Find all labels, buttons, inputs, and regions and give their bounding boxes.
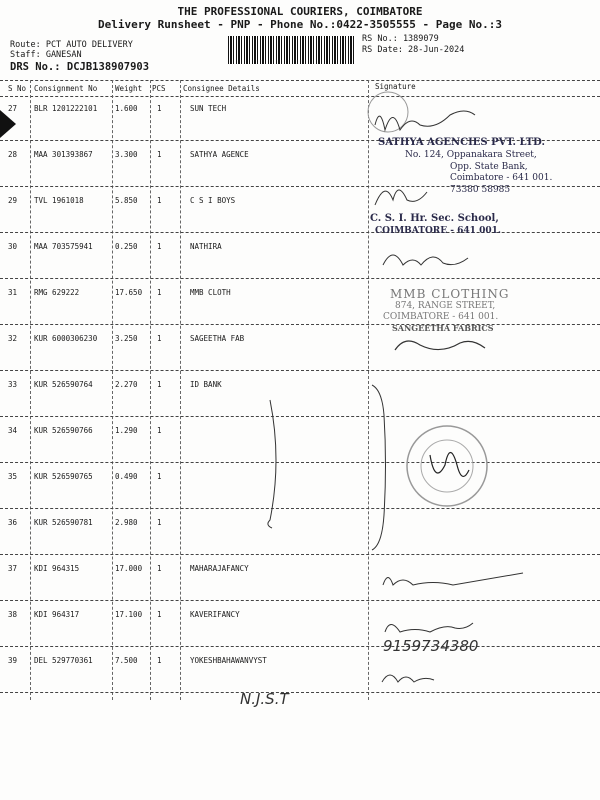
row-sno: 33 (8, 380, 18, 389)
pcs-value: 1 (157, 104, 162, 113)
consignee-name: SUN TECH (190, 104, 227, 113)
signature-row30 (383, 255, 468, 265)
runsheet-subtitle: Delivery Runsheet - PNP - Phone No.:0422-3505555 - Page No.:3 (98, 18, 502, 31)
consignment-no: KUR 526590764 (34, 380, 93, 389)
weight-value: 2.980 (115, 518, 138, 527)
consignee-name: KAVERIFANCY (190, 610, 240, 619)
signature-row37 (383, 573, 523, 585)
consignment-no: KUR 526590765 (34, 472, 93, 481)
stamp-sathya-name: SATHYA AGENCIES PVT. LTD. (378, 137, 545, 148)
weight-value: 1.290 (115, 426, 138, 435)
signature-row32 (395, 341, 485, 350)
stamp-sathya-city: Coimbatore - 641 001. (450, 173, 553, 183)
weight-value: 17.000 (115, 564, 143, 573)
weight-value: 3.250 (115, 334, 138, 343)
drs-number: DRS No.: DCJB138907903 (10, 61, 150, 73)
signature-seal (430, 453, 469, 477)
consignee-name: NATHIRA (190, 242, 222, 251)
stamp-sathya-addr: Opp. State Bank, (450, 162, 528, 172)
pcs-value: 1 (157, 150, 162, 159)
consignee-name: SATHYA AGENCE (190, 150, 249, 159)
consignment-no: KUR 526590766 (34, 426, 93, 435)
handwritten-note: N.J.S.T (240, 690, 289, 708)
row-sno: 35 (8, 472, 18, 481)
pcs-value: 1 (157, 196, 162, 205)
stamp-mmb-addr: 874, RANGE STREET, (395, 301, 496, 311)
col-header-sno: S No (8, 84, 27, 93)
stamp-mmb-city: COIMBATORE - 641 001. (383, 312, 499, 322)
pcs-value: 1 (157, 288, 162, 297)
pcs-value: 1 (157, 380, 162, 389)
weight-value: 3.300 (115, 150, 138, 159)
weight-value: 17.650 (115, 288, 143, 297)
consignee-name: MMB CLOTH (190, 288, 231, 297)
pcs-value: 1 (157, 610, 162, 619)
row-sno: 32 (8, 334, 18, 343)
rs-date: RS Date: 28-Jun-2024 (362, 45, 465, 55)
bracket-left (268, 400, 276, 528)
col-header-weight: Weight (115, 84, 143, 93)
consignment-no: RMG 629222 (34, 288, 80, 297)
stamp-csi-city: COIMBATORE - 641 001. (375, 226, 501, 236)
stamp-sathya-addr: No. 124, Oppanakara Street, (405, 150, 537, 160)
weight-value: 2.270 (115, 380, 138, 389)
col-header-consignee: Consignee Details (183, 84, 260, 93)
stamp-sangeetha: SANGEETHA FABRICS (392, 323, 494, 333)
staff-label: Staff: GANESAN (10, 50, 82, 60)
pcs-value: 1 (157, 564, 162, 573)
handwritten-phone: 9159734380 (383, 637, 479, 655)
row-sno: 28 (8, 150, 18, 159)
row-sno: 39 (8, 656, 18, 665)
consignment-no: KUR 526590781 (34, 518, 93, 527)
row-sno: 31 (8, 288, 18, 297)
consignee-name: ID BANK (190, 380, 222, 389)
signature-row27 (375, 111, 475, 130)
weight-value: 17.100 (115, 610, 143, 619)
pcs-value: 1 (157, 472, 162, 481)
pcs-value: 1 (157, 656, 162, 665)
row-sno: 29 (8, 196, 18, 205)
signature-row39 (382, 675, 434, 682)
weight-value: 5.850 (115, 196, 138, 205)
stamp-circle (368, 92, 408, 132)
pcs-value: 1 (157, 426, 162, 435)
col-header-signature: Signature (375, 82, 416, 91)
stamp-sathya-phone: 73380 58985 (450, 185, 511, 195)
weight-value: 1.600 (115, 104, 138, 113)
consignment-no: MAA 301393867 (34, 150, 93, 159)
consignment-no: KUR 6000306230 (34, 334, 98, 343)
consignment-no: MAA 703575941 (34, 242, 93, 251)
consignee-name: YOKESHBAHAWANVYST (190, 656, 267, 665)
seal-circle (407, 426, 487, 506)
weight-value: 7.500 (115, 656, 138, 665)
route-label: Route: PCT AUTO DELIVERY (10, 40, 133, 50)
consignment-no: BLR 1201222101 (34, 104, 98, 113)
row-sno: 34 (8, 426, 18, 435)
bracket-right (372, 385, 386, 550)
company-title: THE PROFESSIONAL COURIERS, COIMBATORE (177, 5, 423, 18)
consignment-no: KDI 964317 (34, 610, 80, 619)
consignment-no: TVL 1961018 (34, 196, 84, 205)
row-sno: 36 (8, 518, 18, 527)
weight-value: 0.250 (115, 242, 138, 251)
pcs-value: 1 (157, 518, 162, 527)
signature-row29 (375, 190, 427, 205)
row-sno: 37 (8, 564, 18, 573)
consignee-name: C S I BOYS (190, 196, 236, 205)
pcs-value: 1 (157, 242, 162, 251)
col-header-consignment: Consignment No (34, 84, 98, 93)
col-header-pcs: PCS (152, 84, 166, 93)
consignee-name: MAHARAJAFANCY (190, 564, 249, 573)
signature-row38 (385, 623, 473, 632)
consignee-name: SAGEETHA FAB (190, 334, 245, 343)
weight-value: 0.490 (115, 472, 138, 481)
row-sno: 38 (8, 610, 18, 619)
consignment-no: KDI 964315 (34, 564, 80, 573)
stamp-csi-name: C. S. I. Hr. Sec. School, (370, 213, 499, 224)
pcs-value: 1 (157, 334, 162, 343)
row-sno: 27 (8, 104, 18, 113)
rs-number: RS No.: 1389079 (362, 34, 439, 44)
consignment-no: DEL 529770361 (34, 656, 93, 665)
stamp-mmb-name: MMB CLOTHING (390, 287, 510, 301)
row-sno: 30 (8, 242, 18, 251)
seal-inner-circle (421, 440, 473, 492)
